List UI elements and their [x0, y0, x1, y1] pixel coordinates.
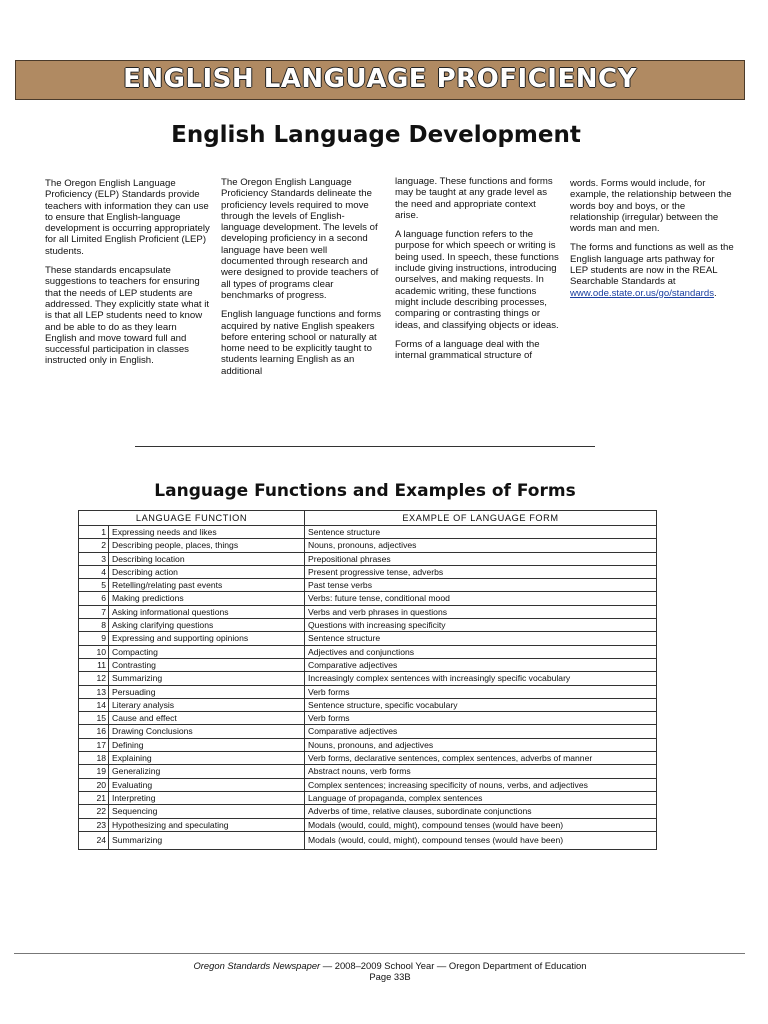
- language-function: Evaluating: [109, 778, 305, 791]
- language-function: Literary analysis: [109, 698, 305, 711]
- language-form: Verbs: future tense, conditional mood: [305, 592, 657, 605]
- language-function: Summarizing: [109, 672, 305, 685]
- table-row: [79, 752, 657, 765]
- row-number: 12: [79, 672, 109, 685]
- table-row: [79, 805, 657, 818]
- table-row: [79, 526, 657, 539]
- banner-title: ENGLISH LANGUAGE PROFICIENCY: [123, 64, 637, 94]
- paragraph-end: .: [714, 287, 717, 299]
- table-row: [79, 685, 657, 698]
- language-function: Explaining: [109, 752, 305, 765]
- footer-divider: [14, 953, 745, 954]
- language-function: Describing action: [109, 565, 305, 578]
- language-form: Verb forms, declarative sentences, complex sentences, adverbs of manner: [305, 752, 657, 765]
- page-footer: [0, 960, 768, 982]
- language-form: Sentence structure: [305, 526, 657, 539]
- table-row: [79, 658, 657, 671]
- row-number: 19: [79, 765, 109, 778]
- table-row: [79, 605, 657, 618]
- section-divider: [135, 446, 595, 447]
- table-row: [79, 565, 657, 578]
- language-form: Verb forms: [305, 685, 657, 698]
- row-number: 10: [79, 645, 109, 658]
- language-form: Questions with increasing specificity: [305, 619, 657, 632]
- table-row: [79, 552, 657, 565]
- language-form: Modals (would, could, might), compound tenses (would have been): [305, 831, 657, 849]
- row-number: 20: [79, 778, 109, 791]
- language-form: Nouns, pronouns, adjectives: [305, 539, 657, 552]
- table-row: [79, 765, 657, 778]
- row-number: 23: [79, 818, 109, 831]
- language-function: Expressing needs and likes: [109, 526, 305, 539]
- page-heading: English Language Development: [171, 122, 581, 148]
- language-form: Past tense verbs: [305, 579, 657, 592]
- language-function: Retelling/relating past events: [109, 579, 305, 592]
- paragraph: A language function refers to the purpose for which speech or writing is being used. In speech, these functions include giving instructions, introducing ourselves, and making requests. In academic writing, these functions might include describing processes, comparing or contrasting things or ideas, and classifying objects or ideas.: [395, 229, 559, 331]
- language-function: Interpreting: [109, 791, 305, 804]
- language-function: Persuading: [109, 685, 305, 698]
- language-form: Adverbs of time, relative clauses, subordinate conjunctions: [305, 805, 657, 818]
- publication-name: Oregon Standards Newspaper: [193, 960, 321, 971]
- language-function: Drawing Conclusions: [109, 725, 305, 738]
- row-number: 24: [79, 831, 109, 849]
- table-row: [79, 672, 657, 685]
- paragraph: Forms of a language deal with the internal grammatical structure of: [395, 338, 540, 362]
- row-number: 7: [79, 605, 109, 618]
- language-function: Summarizing: [109, 831, 305, 849]
- row-number: 14: [79, 698, 109, 711]
- table-row: [79, 632, 657, 645]
- paragraph: These standards encapsulate suggestions to teachers for ensuring that the needs of LEP students are addressed. They explicitly state what it is that all LEP students need to know and be able to do as they learn English and move toward full and successful participation in classes instructed only in English.: [45, 265, 210, 367]
- footer-line: [0, 960, 768, 971]
- article-column-2: [221, 177, 381, 385]
- table-body: [79, 526, 657, 850]
- table-row: [79, 738, 657, 751]
- article-column-3: [395, 176, 560, 369]
- language-function: Making predictions: [109, 592, 305, 605]
- language-form: Modals (would, could, might), compound tenses (would have been): [305, 818, 657, 831]
- language-function: Defining: [109, 738, 305, 751]
- row-number: 11: [79, 658, 109, 671]
- language-form: Verbs and verb phrases in questions: [305, 605, 657, 618]
- row-number: 17: [79, 738, 109, 751]
- language-form: Prepositional phrases: [305, 552, 657, 565]
- table-row: [79, 592, 657, 605]
- paragraph: language. These functions and forms may be taught at any grade level as the need and appropriate context arise.: [395, 176, 553, 221]
- row-number: 18: [79, 752, 109, 765]
- language-function: Describing people, places, things: [109, 539, 305, 552]
- language-form: Comparative adjectives: [305, 725, 657, 738]
- table-row: [79, 579, 657, 592]
- language-form: Language of propaganda, complex sentences: [305, 791, 657, 804]
- paragraph: The Oregon English Language Proficiency Standards delineate the proficiency levels required to move through the levels of English-language development. The levels of developing proficiency in a second language have been well documented through research and were designed to provide teachers of all types of programs clear benchmarks of progress.: [221, 177, 379, 301]
- paragraph-text: The forms and functions as well as the English language arts pathway for LEP students are now in the REAL Searchable Standards at: [570, 242, 734, 288]
- row-number: 2: [79, 539, 109, 552]
- language-form: Complex sentences; increasing specificity of nouns, verbs, and adjectives: [305, 778, 657, 791]
- table-row: [79, 778, 657, 791]
- language-form: Abstract nouns, verb forms: [305, 765, 657, 778]
- language-function: Cause and effect: [109, 712, 305, 725]
- article-column-1: [45, 178, 210, 375]
- table-title: Language Functions and Examples of Forms: [154, 481, 576, 501]
- language-function: Generalizing: [109, 765, 305, 778]
- language-function: Compacting: [109, 645, 305, 658]
- paragraph: [570, 242, 735, 298]
- paragraph: The Oregon English Language Proficiency (ELP) Standards provide teachers with information they can use to ensure that English-language development is occurring appropriately for all Limited English Proficient (LEP) students.: [45, 178, 210, 257]
- paragraph: words. Forms would include, for example, the relationship between the words boy and boys, or the relationship (irregular) between the words man and men.: [570, 178, 732, 235]
- column-header-form: EXAMPLE OF LANGUAGE FORM: [305, 511, 657, 526]
- language-form: Sentence structure, specific vocabulary: [305, 698, 657, 711]
- language-function: Expressing and supporting opinions: [109, 632, 305, 645]
- language-form: Present progressive tense, adverbs: [305, 565, 657, 578]
- table-row: [79, 725, 657, 738]
- language-functions-table: [78, 510, 657, 850]
- row-number: 22: [79, 805, 109, 818]
- table-row: [79, 831, 657, 849]
- footer-details: — 2008–2009 School Year — Oregon Department of Education: [320, 960, 587, 971]
- row-number: 3: [79, 552, 109, 565]
- table-row: [79, 791, 657, 804]
- paragraph: English language functions and forms acquired by native English speakers before entering school or naturally at home need to be explicitly taught to students learning English as an additional: [221, 309, 381, 377]
- table-row: [79, 539, 657, 552]
- table-row: [79, 698, 657, 711]
- table-row: [79, 712, 657, 725]
- language-form: Verb forms: [305, 712, 657, 725]
- table-header-row: [79, 511, 657, 526]
- language-function: Sequencing: [109, 805, 305, 818]
- table-row: [79, 619, 657, 632]
- page-number: Page 33B: [369, 971, 411, 982]
- row-number: 5: [79, 579, 109, 592]
- language-form: Adjectives and conjunctions: [305, 645, 657, 658]
- row-number: 16: [79, 725, 109, 738]
- language-form: Nouns, pronouns, and adjectives: [305, 738, 657, 751]
- row-number: 21: [79, 791, 109, 804]
- language-function: Contrasting: [109, 658, 305, 671]
- row-number: 9: [79, 632, 109, 645]
- standards-link[interactable]: www.ode.state.or.us/go/standards: [570, 287, 714, 299]
- section-banner: [15, 60, 745, 100]
- row-number: 6: [79, 592, 109, 605]
- table-row: [79, 818, 657, 831]
- row-number: 8: [79, 619, 109, 632]
- language-function: Describing location: [109, 552, 305, 565]
- language-form: Increasingly complex sentences with increasingly specific vocabulary: [305, 672, 657, 685]
- language-function: Asking informational questions: [109, 605, 305, 618]
- column-header-function: LANGUAGE FUNCTION: [79, 511, 305, 526]
- language-form: Comparative adjectives: [305, 658, 657, 671]
- table-row: [79, 645, 657, 658]
- language-function: Asking clarifying questions: [109, 619, 305, 632]
- language-function: Hypothesizing and speculating: [109, 818, 305, 831]
- row-number: 1: [79, 526, 109, 539]
- row-number: 15: [79, 712, 109, 725]
- row-number: 4: [79, 565, 109, 578]
- language-form: Sentence structure: [305, 632, 657, 645]
- article-column-4: [570, 178, 735, 307]
- row-number: 13: [79, 685, 109, 698]
